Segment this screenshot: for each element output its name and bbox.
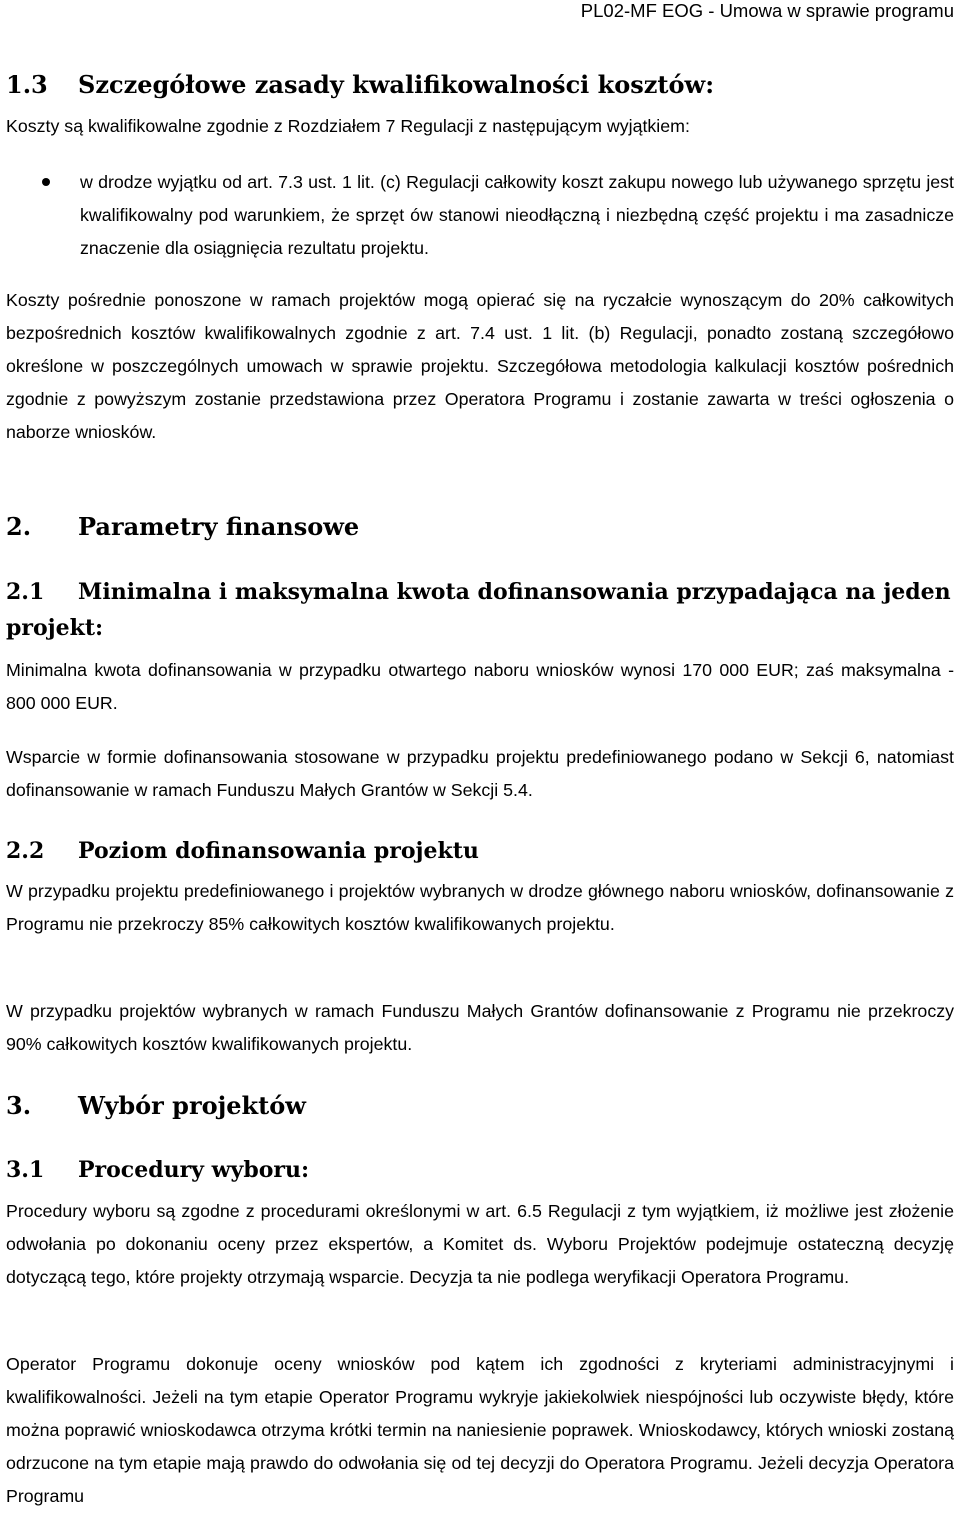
section-1-3-heading (6, 68, 954, 102)
section-2-2-heading (6, 833, 954, 869)
section-title: Szczegółowe zasady kwalifikowalności kosztów: (78, 70, 715, 99)
section-number: 2.1 (6, 579, 45, 605)
section-3-1-paragraph: Operator Programu dokonuje oceny wniosków pod kątem ich zgodności z kryteriami administracyjnymi i kwalifikowalności. Jeżeli na tym etapie Operator Programu wykryje jakiekolwiek niespójności lub oczywiste błędy, które można poprawić wnioskodawca otrzyma krótki termin na naniesienie poprawek. Wnioskodawcy, których wnioski zostaną odrzucone na tym etapie mają prawdo do odwołania się od tej decyzji do Operatora Programu. Jeżeli decyzja Operatora Programu (6, 1354, 954, 1506)
section-number: 3.1 (6, 1157, 45, 1183)
section-number: 3. (6, 1091, 32, 1120)
section-2-2-paragraph: W przypadku projektu predefiniowanego i projektów wybranych w drodze głównego naboru wniosków, dofinansowanie z Programu nie przekroczy 85% całkowitych kosztów kwalifikowanych projektu. (6, 881, 954, 934)
section-title: Procedury wyboru: (78, 1157, 310, 1183)
section-2-1-paragraph: Minimalna kwota dofinansowania w przypadku otwartego naboru wniosków wynosi 170 000 EUR; zaś maksymalna - 800 000 EUR. (6, 660, 954, 713)
section-3-heading (6, 1089, 954, 1123)
section-number: 1.3 (6, 70, 48, 99)
section-1-3-intro: Koszty są kwalifikowalne zgodnie z Rozdziałem 7 Regulacji z następującym wyjątkiem: (6, 116, 690, 136)
section-title: Parametry finansowe (78, 512, 360, 541)
section-2-heading (6, 510, 954, 544)
bullet-item: w drodze wyjątku od art. 7.3 ust. 1 lit. (c) Regulacji całkowity koszt zakupu nowego lub używanego sprzętu jest kwalifikowalny pod warunkiem, że sprzęt ów stanowi nieodłączną i niezbędną część projektu i ma zasadnicze znaczenie dla osiągnięcia rezultatu projektu. (80, 172, 954, 258)
section-1-3-paragraph: Koszty pośrednie ponoszone w ramach projektów mogą opierać się na ryczałcie wynoszącym do 20% całkowitych bezpośrednich kosztów kwalifikowalnych zgodnie z art. 7.4 ust. 1 lit. (b) Regulacji, ponadto zostaną szczegółowo określone w poszczególnych umowach w sprawie projektu. Szczegółowa metodologia kalkulacji kosztów pośrednich zgodnie z powyższym zostanie przedstawiona przez Operatora Programu i zostanie zawarta w treści ogłoszenia o naborze wniosków. (6, 290, 954, 442)
section-3-1-heading (6, 1152, 954, 1188)
page-header: PL02-MF EOG - Umowa w sprawie programu (580, 0, 954, 21)
section-2-2-paragraph: W przypadku projektów wybranych w ramach Funduszu Małych Grantów dofinansowanie z Programu nie przekroczy 90% całkowitych kosztów kwalifikowanych projektu. (6, 1001, 954, 1054)
bullet-list (0, 166, 954, 265)
section-number: 2.2 (6, 838, 45, 864)
section-title: Poziom dofinansowania projektu (78, 838, 479, 864)
section-number: 2. (6, 512, 32, 541)
section-3-1-paragraph: Procedury wyboru są zgodne z procedurami określonymi w art. 6.5 Regulacji z tym wyjątkiem, iż możliwe jest złożenie odwołania po dokonaniu oceny przez ekspertów, a Komitet ds. Wyboru Projektów podejmuje ostateczną decyzję dotyczącą tego, które projekty otrzymają wsparcie. Decyzja ta nie podlega weryfikacji Operatora Programu. (6, 1201, 954, 1287)
section-2-1-paragraph: Wsparcie w formie dofinansowania stosowane w przypadku projektu predefiniowanego podano w Sekcji 6, natomiast dofinansowanie w ramach Funduszu Małych Grantów w Sekcji 5.4. (6, 747, 954, 800)
section-title: Minimalna i maksymalna kwota dofinansowania przypadająca na jeden projekt: (6, 579, 951, 641)
section-title: Wybór projektów (78, 1091, 306, 1120)
bullet-icon (42, 178, 50, 186)
section-2-1-heading (6, 574, 954, 646)
